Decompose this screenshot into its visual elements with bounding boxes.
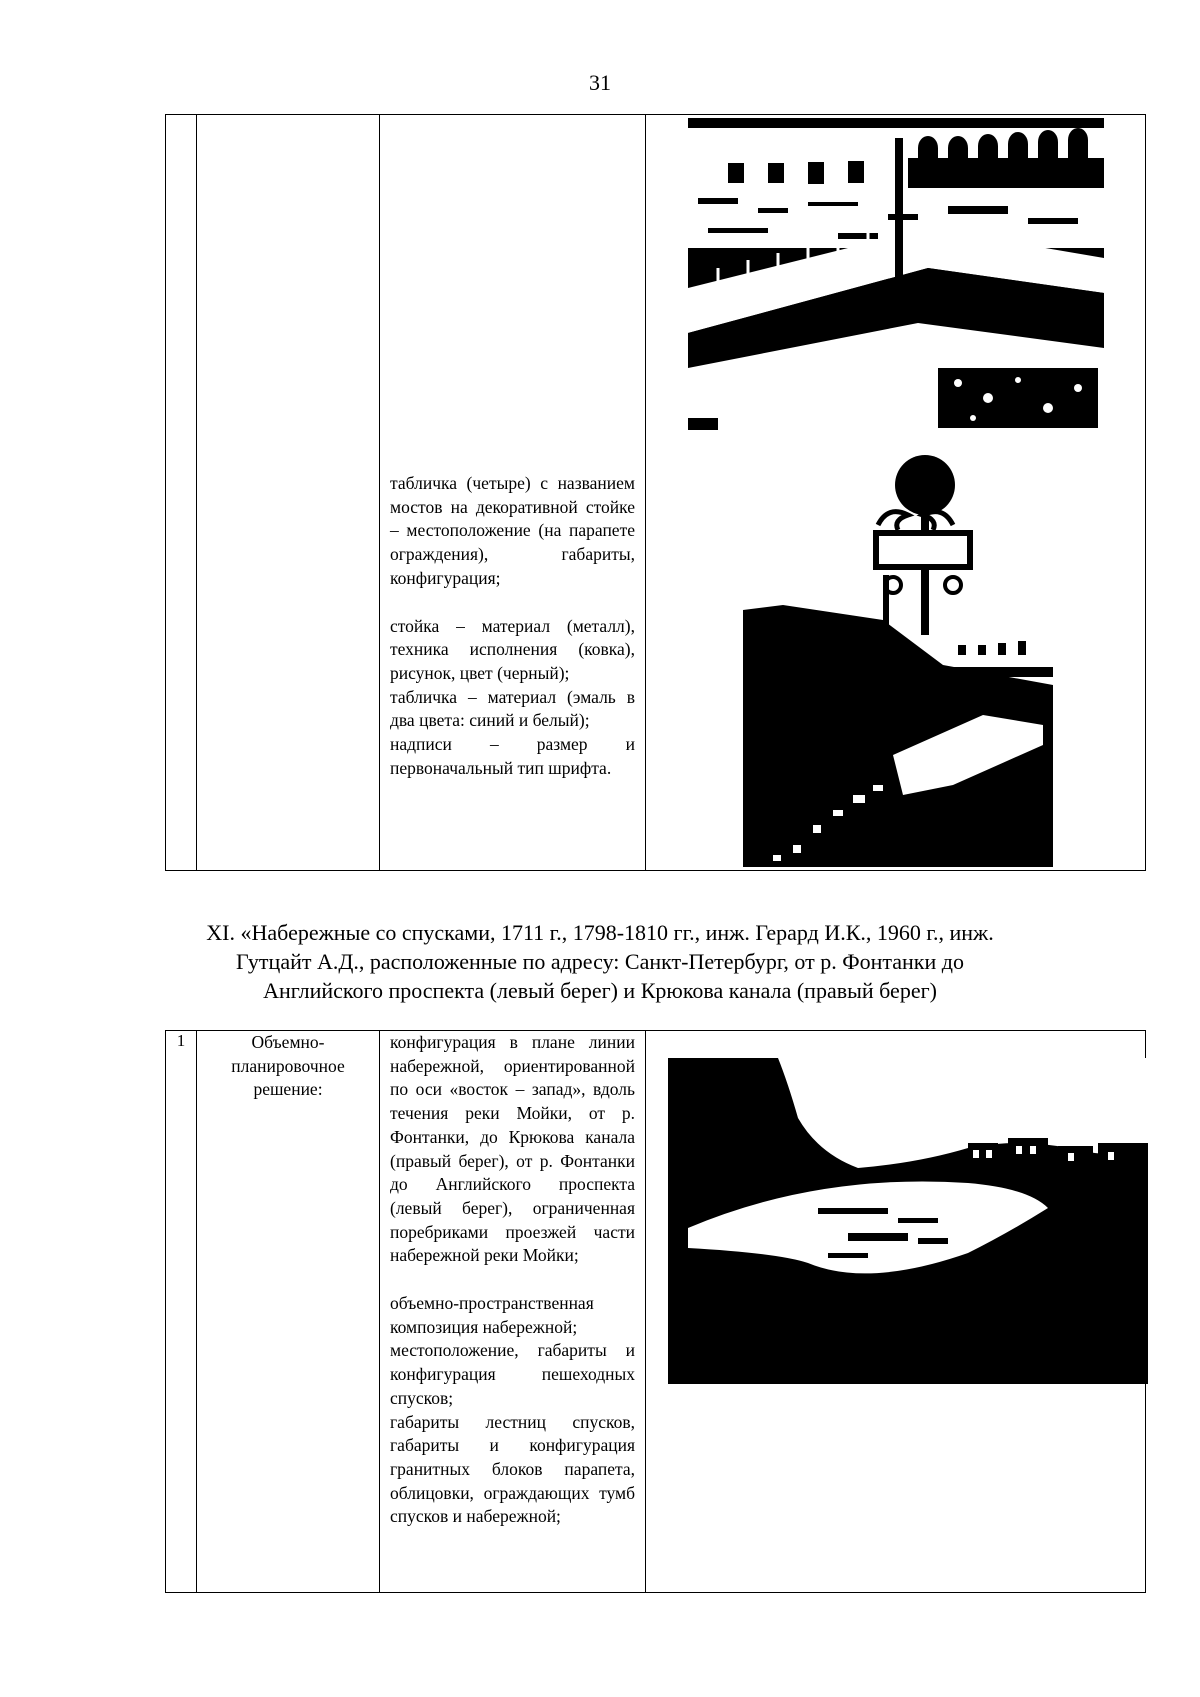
description-paragraph: надписи – размер и первоначальный тип шрифта.	[390, 734, 635, 778]
page-number: 31	[589, 70, 611, 95]
description-paragraph: габариты лестниц спусков, габариты и конфигурация гранитных блоков парапета, облицовки, ограждающих тумб спусков и набережной;	[390, 1411, 635, 1527]
moika-embankment-photo	[668, 1058, 1148, 1384]
heading-line: Гутцайт А.Д., расположенные по адресу: Санкт-Петербург, от р. Фонтанки до	[236, 949, 964, 974]
section-heading	[140, 918, 1060, 1005]
table-row	[166, 115, 1146, 871]
heading-line: XI. «Набережные со спусками, 1711 г., 1798-1810 гг., инж. Герард И.К., 1960 г., инж.	[206, 920, 994, 945]
number-cell	[166, 115, 197, 871]
embankment-photo	[688, 118, 1104, 430]
photo-cell	[646, 1031, 1146, 1593]
description-paragraph: стойка – материал (металл), техника исполнения (ковка), рисунок, цвет (черный);	[390, 615, 635, 683]
description-paragraph: объемно-пространственная композиция набережной;	[390, 1293, 594, 1337]
description-paragraph: табличка (четыре) с названием мостов на декоративной стойке – местоположение (на парапете ограждения), габариты, конфигурация;	[390, 473, 635, 588]
subject-protection-table	[165, 1030, 1146, 1593]
label-cell	[197, 115, 380, 871]
row-number: 1	[166, 1031, 197, 1593]
continuation-table	[165, 114, 1146, 871]
description-cell	[380, 115, 646, 871]
row-label: Объемно-планировочное решение:	[197, 1031, 380, 1593]
bridge-sign-photo	[743, 455, 1053, 867]
description-paragraph: местоположение, габариты и конфигурация пешеходных спусков;	[390, 1340, 635, 1408]
description-cell	[380, 1031, 646, 1593]
table-row	[166, 1031, 1146, 1593]
photo-cell	[646, 115, 1146, 871]
description-paragraph: конфигурация в плане линии набережной, ориентированной по оси «восток – запад», вдоль течения реки Мойки, от р. Фонтанки, до Крюкова канала (правый берег), от р. Фонтанки до Английского проспекта (левый берег), ограниченная поребриками проезжей части набережной реки Мойки;	[390, 1032, 635, 1266]
description-paragraph: табличка – материал (эмаль в два цвета: синий и белый);	[390, 686, 635, 731]
heading-line: Английского проспекта (левый берег) и Крюкова канала (правый берег)	[263, 978, 937, 1003]
